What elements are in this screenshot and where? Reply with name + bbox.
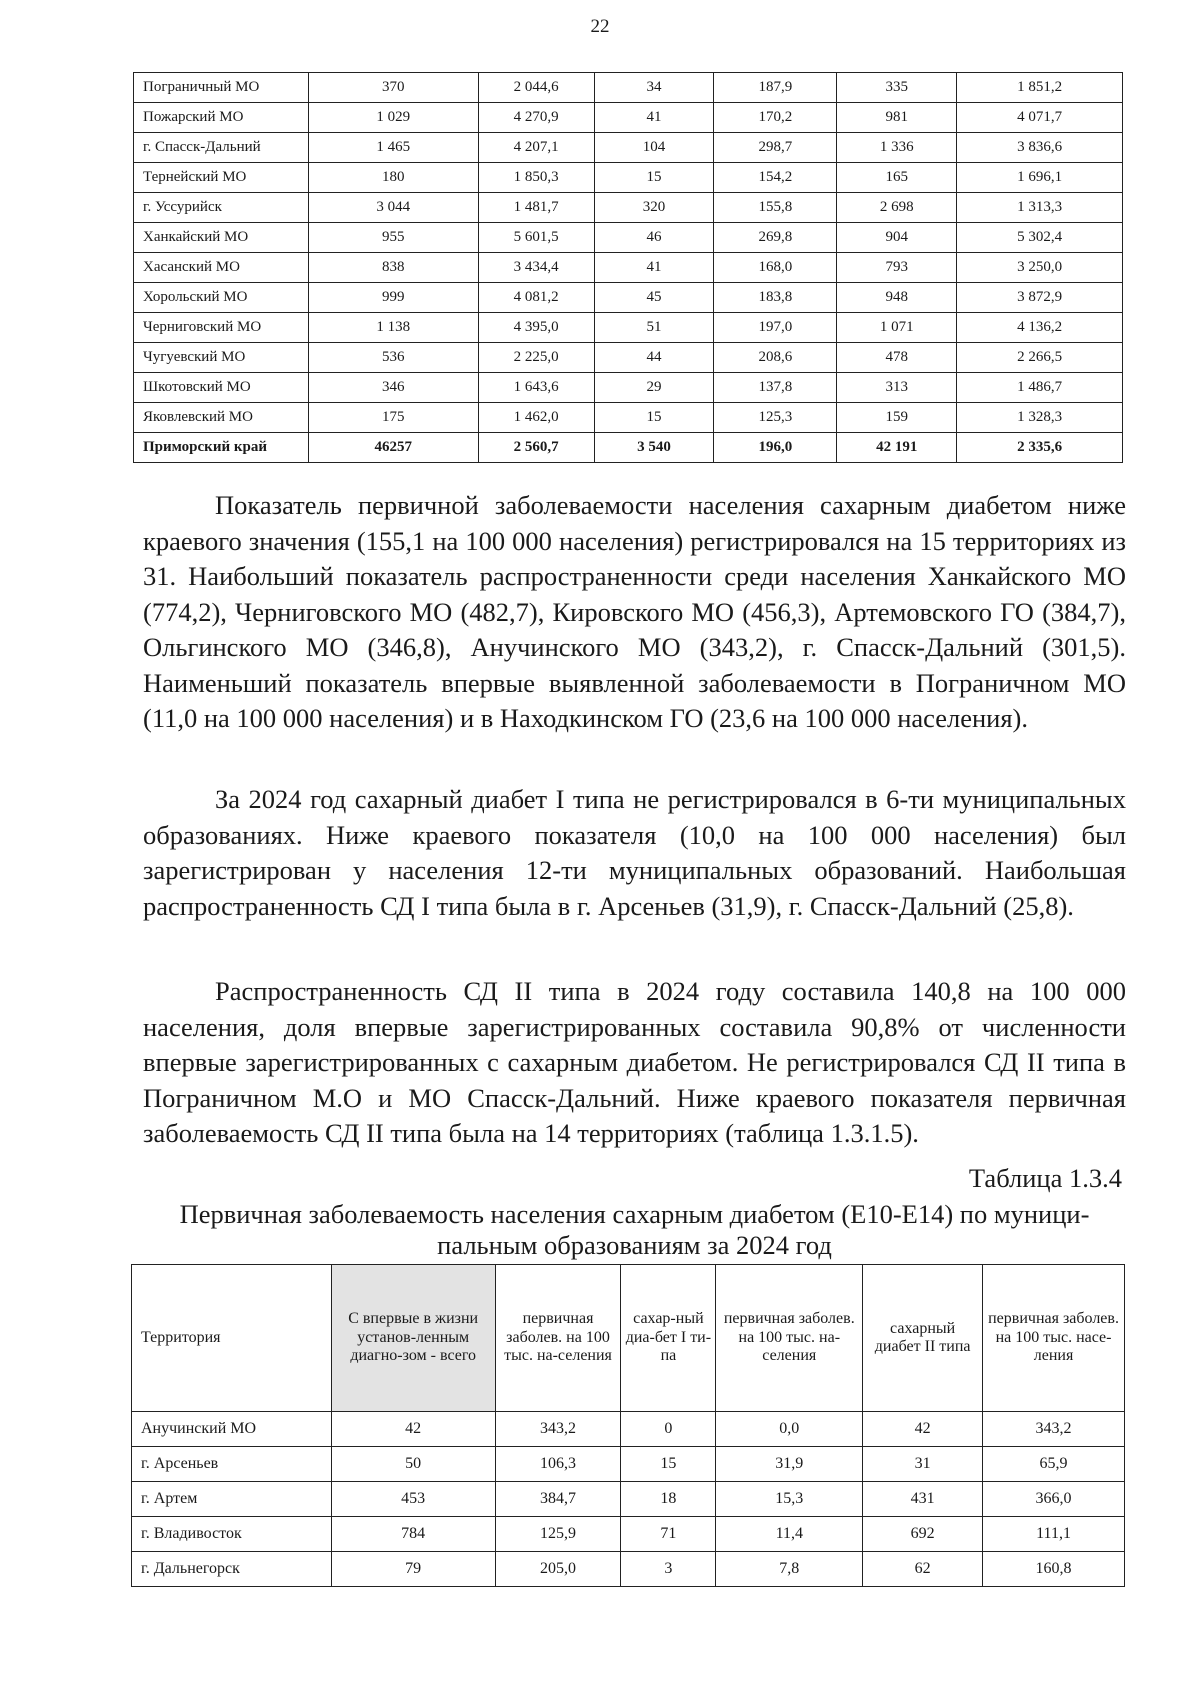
table-row: Шкотовский МО 346 1 643,6 29 137,8 313 1 486,7 [134, 373, 1123, 403]
table-row: Анучинский МО 42 343,2 0 0,0 42 343,2 [132, 1412, 1125, 1447]
header-primary-rate: первичная заболев. на 100 тыс. на-селения [495, 1265, 621, 1412]
table-row: Черниговский МО 1 138 4 395,0 51 197,0 1 071 4 136,2 [134, 313, 1123, 343]
header-type1: сахар-ный диа-бет I ти-па [621, 1265, 716, 1412]
header-type2: сахарный диабет II типа [863, 1265, 983, 1412]
header-type2-rate: первичная заболев. на 100 тыс. насе-ления [983, 1265, 1125, 1412]
table-row: г. Арсеньев 50 106,3 15 31,9 31 65,9 [132, 1447, 1125, 1482]
table-row: Хорольский МО 999 4 081,2 45 183,8 948 3 872,9 [134, 283, 1123, 313]
header-territory: Территория [132, 1265, 332, 1412]
table-label: Таблица 1.3.4 [968, 1163, 1122, 1193]
table-row: Пожарский МО 1 029 4 270,9 41 170,2 981 4 071,7 [134, 103, 1123, 133]
table-row: Ханкайский МО 955 5 601,5 46 269,8 904 5 302,4 [134, 223, 1123, 253]
table-row: г. Владивосток 784 125,9 71 11,4 692 111,1 [132, 1517, 1125, 1552]
paragraph-diabetes-type-1: За 2024 год сахарный диабет I типа не регистрировался в 6-ти муниципальных образованиях. Ниже краевого показателя (10,0 на 100 000 населения) был зарегистрирован у населения 12-ти муниципальных образований. Наибольшая распространенность СД I типа была в г. Арсеньев (31,9), г. Спасск-Дальний (25,8). [143, 784, 1126, 921]
paragraph-diabetes-type-2: Распространенность СД II типа в 2024 году составила 140,8 на 100 000 населения, доля впервые зарегистрированных составила 90,8% от численности впервые зарегистрированных с сахарным диабетом. Не регистрировался СД II типа в Пограничном М.О и МО Спасск-Дальний. Ниже краевого показателя первичная заболеваемость СД II типа была на 14 территориях (таблица 1.3.1.5). [143, 976, 1126, 1148]
table-header-row [132, 1265, 1125, 1412]
table-title: Первичная заболеваемость населения сахарным диабетом (Е10-Е14) по муници- пальным образованиям за 2024 год [179, 1199, 1090, 1260]
table-row: Чугуевский МО 536 2 225,0 44 208,6 478 2 266,5 [134, 343, 1123, 373]
paragraph-primary-morbidity: Показатель первичной заболеваемости населения сахарным диабетом ниже краевого значения (155,1 на 100 000 населения) регистрировался на 15 территориях из 31. Наибольший показатель распространенности среди населения Ханкайского МО (774,2), Черниговского МО (482,7), Кировского МО (456,3), Артемовского ГО (384,7), Ольгинского МО (346,8), Анучинского МО (343,2), г. Спасск-Дальний (301,5). Наименьший показатель впервые выявленной заболеваемости в Пограничном МО (11,0 на 100 000 населения) и в Находкинском ГО (23,6 на 100 000 населения). [143, 490, 1126, 733]
table-row: Пограничный МО 370 2 044,6 34 187,9 335 1 851,2 [134, 73, 1123, 103]
table-total-row: Приморский край 46257 2 560,7 3 540 196,0 42 191 2 335,6 [134, 433, 1123, 463]
primary-morbidity-table [131, 1264, 1125, 1587]
table-row: г. Дальнегорск 79 205,0 3 7,8 62 160,8 [132, 1552, 1125, 1587]
table-row: г. Спасск-Дальний 1 465 4 207,1 104 298,7 1 336 3 836,6 [134, 133, 1123, 163]
page-number: 22 [590, 16, 610, 37]
header-type1-rate: первичная заболев. на 100 тыс. на-селения [716, 1265, 863, 1412]
table-row: Яковлевский МО 175 1 462,0 15 125,3 159 1 328,3 [134, 403, 1123, 433]
table-row: г. Артем 453 384,7 18 15,3 431 366,0 [132, 1482, 1125, 1517]
table-row: Хасанский МО 838 3 434,4 41 168,0 793 3 250,0 [134, 253, 1123, 283]
table-row: г. Уссурийск 3 044 1 481,7 320 155,8 2 698 1 313,3 [134, 193, 1123, 223]
morbidity-table-continuation [133, 72, 1123, 463]
header-first-time-total: С впервые в жизни установ-ленным диагно-зом - всего [331, 1265, 495, 1412]
table-row: Тернейский МО 180 1 850,3 15 154,2 165 1 696,1 [134, 163, 1123, 193]
